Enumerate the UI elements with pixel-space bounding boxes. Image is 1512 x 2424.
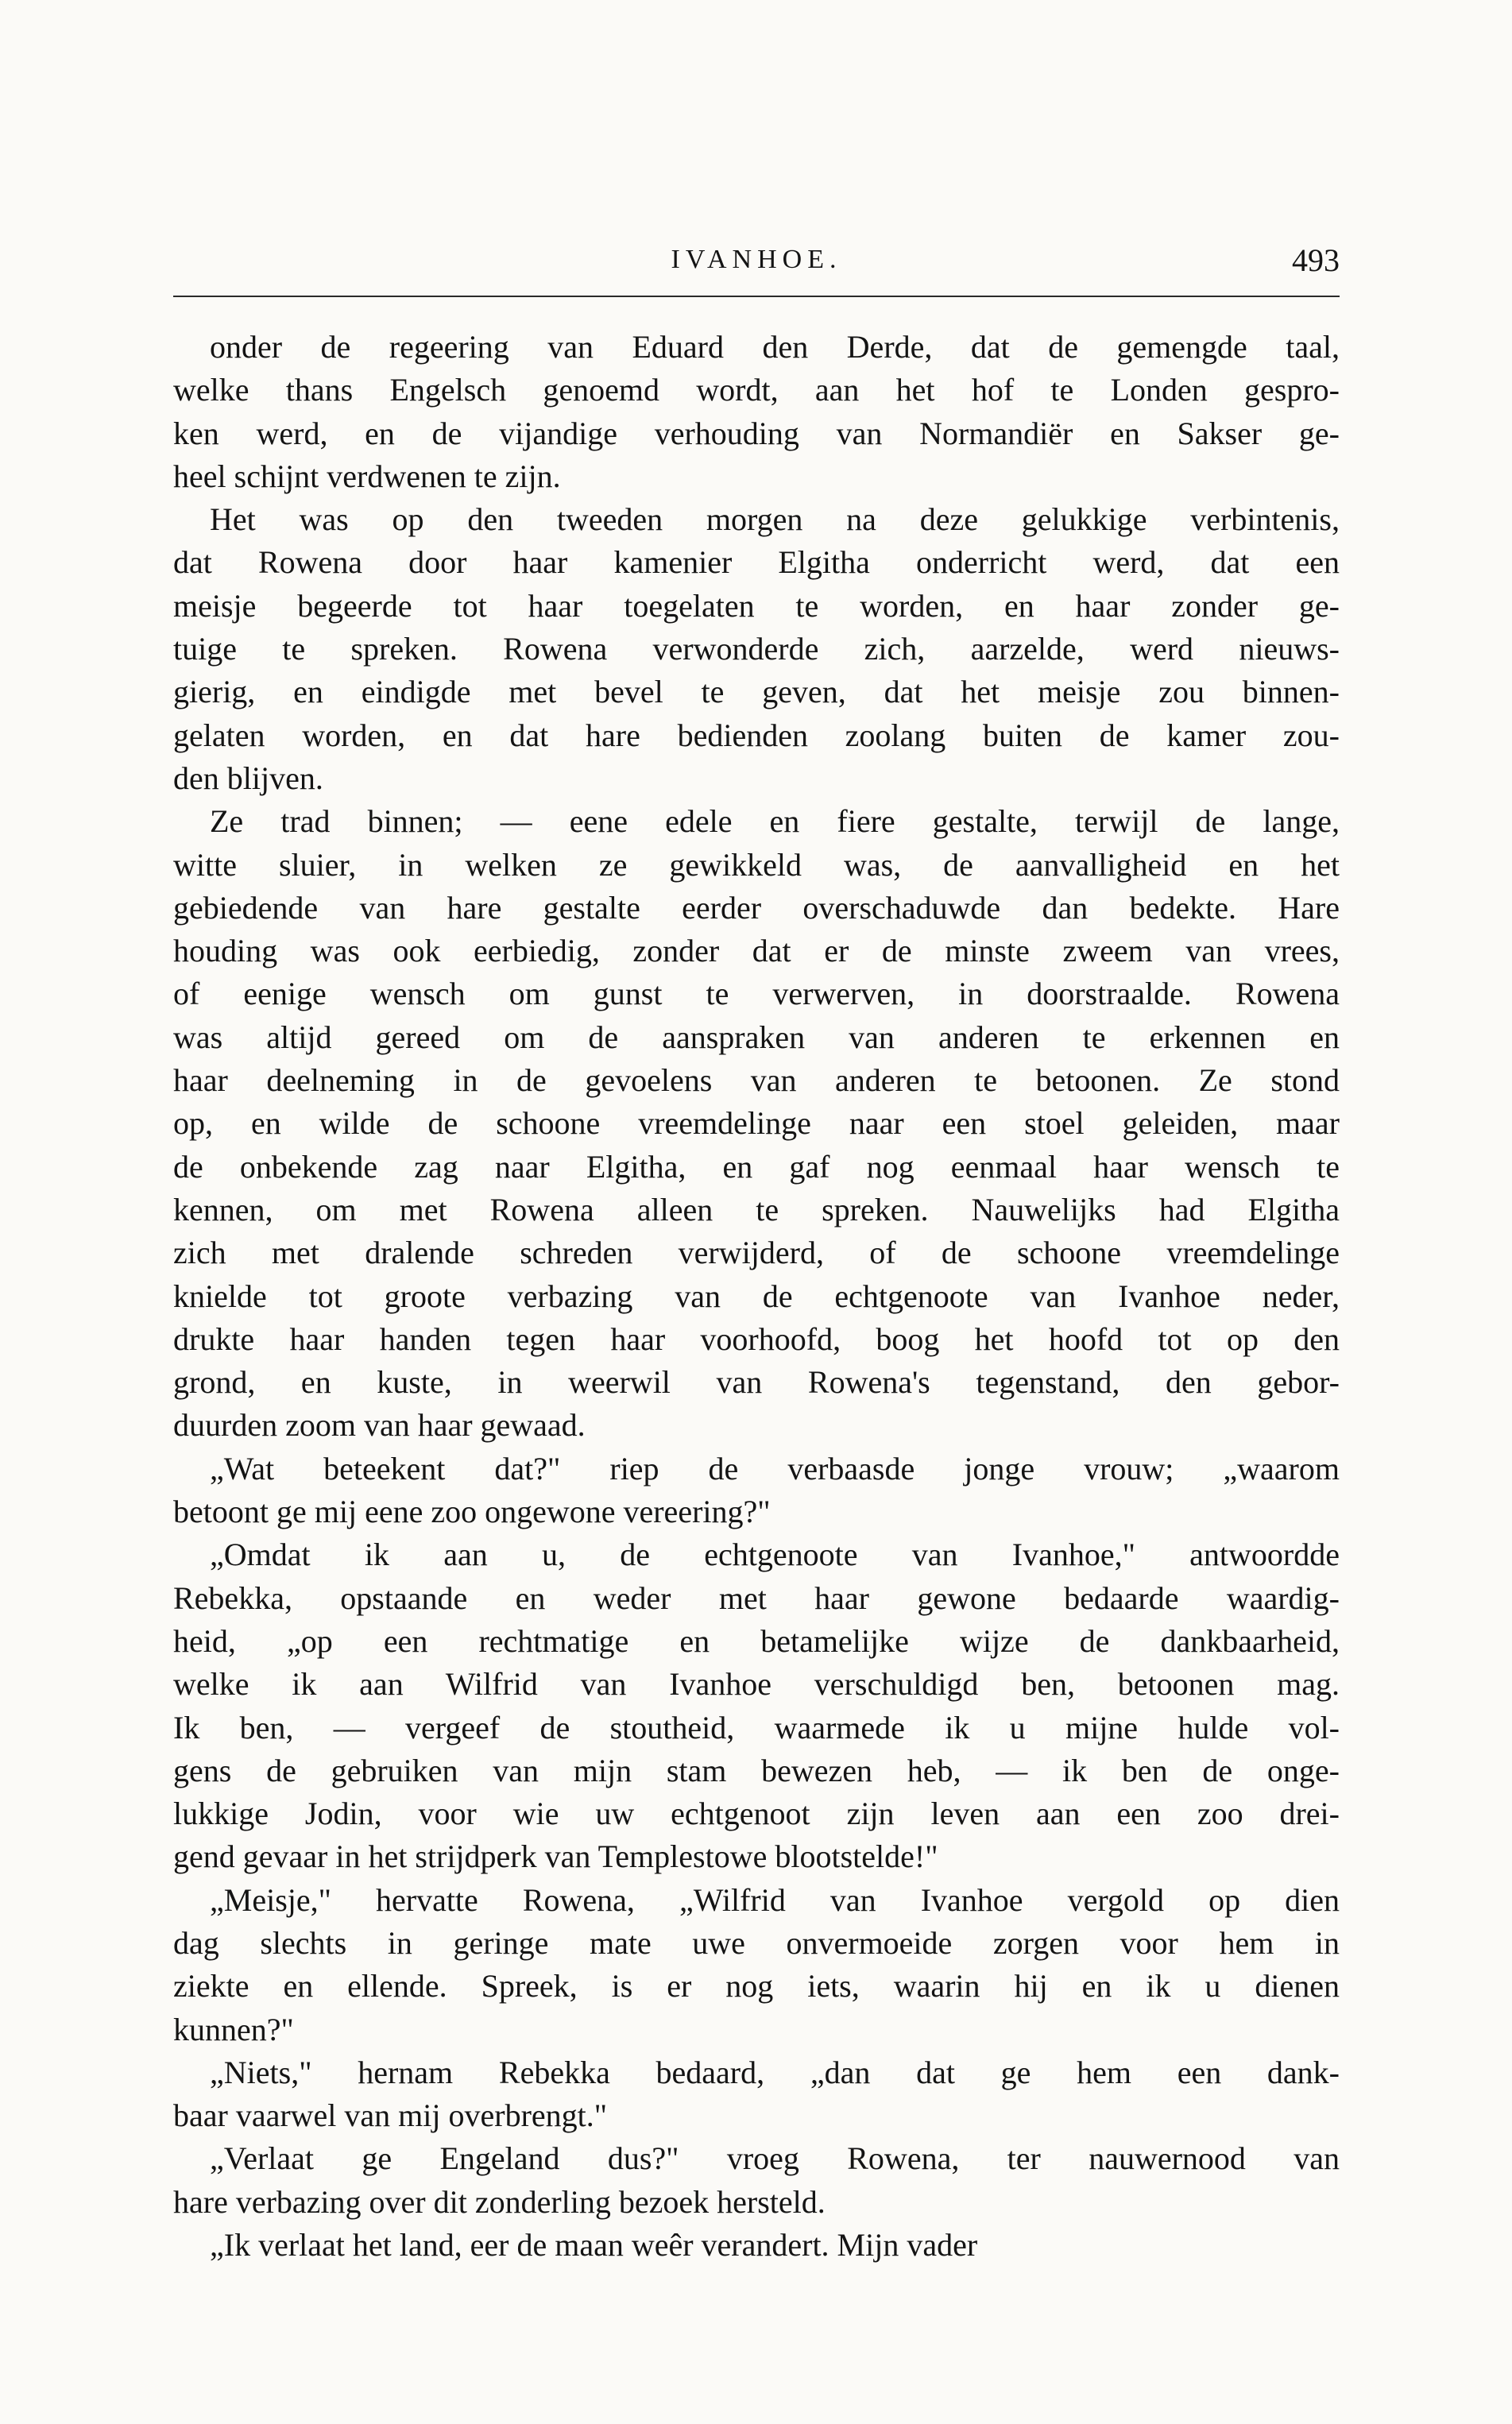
text-line: „Verlaat ge Engeland dus?" vroeg Rowena, ter nauwernood van bbox=[210, 2140, 1340, 2177]
text-line: houding was ook eerbiedig, zonder dat er de minste zweem van vrees, bbox=[173, 933, 1340, 969]
text-line: kennen, om met Rowena alleen te spreken. Nauwelijks had Elgitha bbox=[173, 1191, 1340, 1227]
paragraph bbox=[173, 2051, 1340, 2138]
text-line: Ze trad binnen; — eene edele en fiere gestalte, terwijl de lange, bbox=[210, 803, 1340, 840]
text-line: welke thans Engelsch genoemd wordt, aan het hof te Londen gespro- bbox=[173, 372, 1340, 408]
text-line: ken werd, en de vijandige verhouding van Normandiër en Sakser ge- bbox=[173, 415, 1340, 451]
text-line: drukte haar handen tegen haar voorhoofd, boog het hoofd tot op den bbox=[173, 1320, 1340, 1357]
text-line: betoont ge mij eene zoo ongewone vereering?" bbox=[173, 1494, 771, 1530]
text-line: was altijd gereed om de aanspraken van anderen te erkennen en bbox=[173, 1019, 1340, 1055]
text-line: haar deelneming in de gevoelens van anderen te betoonen. Ze stond bbox=[173, 1062, 1340, 1099]
text-line: „Omdat ik aan u, de echtgenoote van Ivanhoe," antwoordde bbox=[210, 1537, 1340, 1573]
text-line: dag slechts in geringe mate uwe onvermoeide zorgen voor hem in bbox=[173, 1924, 1340, 1961]
paragraph bbox=[173, 2137, 1340, 2224]
text-line: „Wat beteekent dat?" riep de verbaasde jonge vrouw; „waarom bbox=[210, 1450, 1340, 1486]
text-line: lukkige Jodin, voor wie uw echtgenoot zijn leven aan een zoo drei- bbox=[173, 1796, 1340, 1832]
text-line: dat Rowena door haar kamenier Elgitha onderricht werd, dat een bbox=[173, 544, 1340, 581]
body-text bbox=[173, 326, 1340, 2267]
text-line: Het was op den tweeden morgen na deze gelukkige verbintenis, bbox=[210, 501, 1340, 538]
paragraph bbox=[173, 1533, 1340, 1878]
text-line: gend gevaar in het strijdperk van Templestowe blootstelde!" bbox=[173, 1838, 938, 1875]
text-line: welke ik aan Wilfrid van Ivanhoe verschuldigd ben, betoonen mag. bbox=[173, 1666, 1340, 1703]
page-number: 493 bbox=[1292, 242, 1340, 278]
text-line: „Meisje," hervatte Rowena, „Wilfrid van Ivanhoe vergold op dien bbox=[210, 1881, 1340, 1918]
text-line: knielde tot groote verbazing van de echtgenoote van Ivanhoe neder, bbox=[173, 1278, 1340, 1314]
text-line: duurden zoom van haar gewaad. bbox=[173, 1407, 586, 1444]
text-line: of eenige wensch om gunst te verwerven, in doorstraalde. Rowena bbox=[173, 976, 1340, 1012]
text-line: meisje begeerde tot haar toegelaten te worden, en haar zonder ge- bbox=[173, 587, 1340, 624]
running-head bbox=[173, 238, 1340, 286]
text-line: den blijven. bbox=[173, 760, 323, 796]
text-line: de onbekende zag naar Elgitha, en gaf nog eenmaal haar wensch te bbox=[173, 1148, 1340, 1185]
text-line: baar vaarwel van mij overbrengt." bbox=[173, 2097, 608, 2134]
paragraph bbox=[173, 1879, 1340, 2051]
text-line: „Ik verlaat het land, eer de maan weêr verandert. Mijn vader bbox=[210, 2227, 978, 2264]
text-line: heid, „op een rechtmatige en betamelijke wijze de dankbaarheid, bbox=[173, 1622, 1340, 1659]
text-line: kunnen?" bbox=[173, 2011, 294, 2047]
text-line: „Niets," hernam Rebekka bedaard, „dan dat ge hem een dank- bbox=[210, 2054, 1340, 2090]
header-rule bbox=[173, 296, 1340, 297]
text-line: gens de gebruiken van mijn stam bewezen heb, — ik ben de onge- bbox=[173, 1752, 1340, 1788]
paragraph bbox=[173, 800, 1340, 1447]
text-line: gelaten worden, en dat hare bedienden zoolang buiten de kamer zou- bbox=[173, 717, 1340, 753]
text-line: grond, en kuste, in weerwil van Rowena's tegenstand, den gebor- bbox=[173, 1364, 1340, 1401]
paragraph bbox=[173, 1448, 1340, 1534]
text-line: ziekte en ellende. Spreek, is er nog iets, waarin hij en ik u dienen bbox=[173, 1968, 1340, 2005]
text-line: zich met dralende schreden verwijderd, of de schoone vreemdelinge bbox=[173, 1235, 1340, 1271]
paragraph bbox=[173, 498, 1340, 800]
paragraph bbox=[173, 2224, 1340, 2267]
text-line: heel schijnt verdwenen te zijn. bbox=[173, 458, 561, 494]
text-line: Ik ben, — vergeef de stoutheid, waarmede ik u mijne hulde vol- bbox=[173, 1709, 1340, 1746]
text-line: onder de regeering van Eduard den Derde, dat de gemengde taal, bbox=[210, 329, 1340, 365]
text-line: Rebekka, opstaande en weder met haar gewone bedaarde waardig- bbox=[173, 1579, 1340, 1616]
text-line: gebiedende van hare gestalte eerder overschaduwde dan bedekte. Hare bbox=[173, 889, 1340, 926]
text-line: op, en wilde de schoone vreemdelinge naar een stoel geleiden, maar bbox=[173, 1105, 1340, 1142]
text-line: hare verbazing over dit zonderling bezoek hersteld. bbox=[173, 2183, 826, 2220]
text-line: gierig, en eindigde met bevel te geven, dat het meisje zou binnen- bbox=[173, 674, 1340, 710]
text-line: witte sluier, in welken ze gewikkeld was, de aanvalligheid en het bbox=[173, 846, 1340, 883]
running-title: IVANHOE. bbox=[671, 245, 842, 274]
text-line: tuige te spreken. Rowena verwonderde zich, aarzelde, werd nieuws- bbox=[173, 631, 1340, 667]
paragraph bbox=[173, 326, 1340, 498]
